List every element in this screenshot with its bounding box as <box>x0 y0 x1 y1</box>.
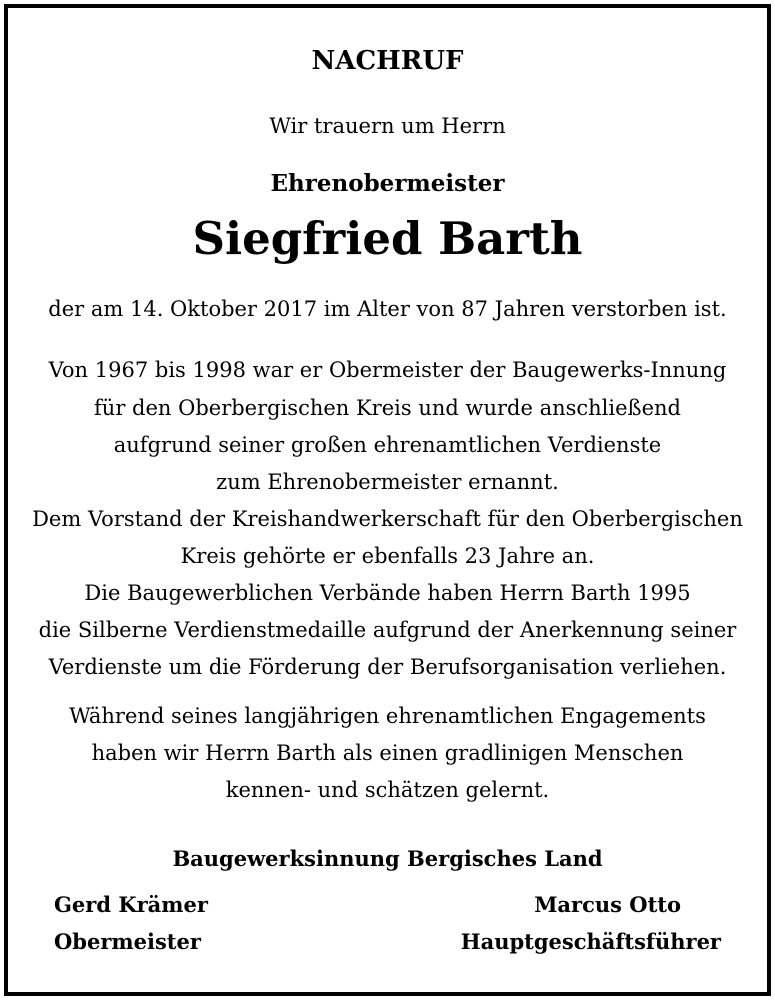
body-line: aufgrund seiner großen ehrenamtlichen Verdienste <box>113 433 662 457</box>
body-line: kennen- und schätzen gelernt. <box>225 778 550 802</box>
body-line: für den Oberbergischen Kreis und wurde anschließend <box>94 396 681 420</box>
body-line: Dem Vorstand der Kreishandwerkerschaft für den Oberbergischen <box>32 507 743 531</box>
intro-text: Wir trauern um Herrn <box>269 114 506 138</box>
body-line: haben wir Herrn Barth als einen gradlinigen Menschen <box>91 741 684 765</box>
body-line: Während seines langjährigen ehrenamtlichen Engagements <box>69 704 706 728</box>
body-line: zum Ehrenobermeister ernannt. <box>216 470 559 494</box>
signatory-name-right: Marcus Otto <box>534 892 681 917</box>
body-line: Verdienste um die Förderung der Berufsorganisation verliehen. <box>48 655 727 679</box>
body-line: Die Baugewerblichen Verbände haben Herrn Barth 1995 <box>84 581 691 605</box>
deceased-name: Siegfried Barth <box>192 212 583 265</box>
organization-name: Baugewerksinnung Bergisches Land <box>172 846 603 871</box>
body-line: Kreis gehörte er ebenfalls 23 Jahre an. <box>180 544 595 568</box>
death-line: der am 14. Oktober 2017 im Alter von 87 Jahren verstorben ist. <box>48 297 727 321</box>
signatory-role-left: Obermeister <box>54 929 201 954</box>
headline: NACHRUF <box>311 46 464 76</box>
body-line: Von 1967 bis 1998 war er Obermeister der Baugewerks-Innung <box>48 358 727 382</box>
body-line: die Silberne Verdienstmedaille aufgrund der Anerkennung seiner <box>38 618 737 642</box>
signatory-name-left: Gerd Krämer <box>54 892 208 917</box>
honorific-title: Ehrenobermeister <box>270 170 505 197</box>
signatory-role-right: Hauptgeschäftsführer <box>460 929 721 954</box>
